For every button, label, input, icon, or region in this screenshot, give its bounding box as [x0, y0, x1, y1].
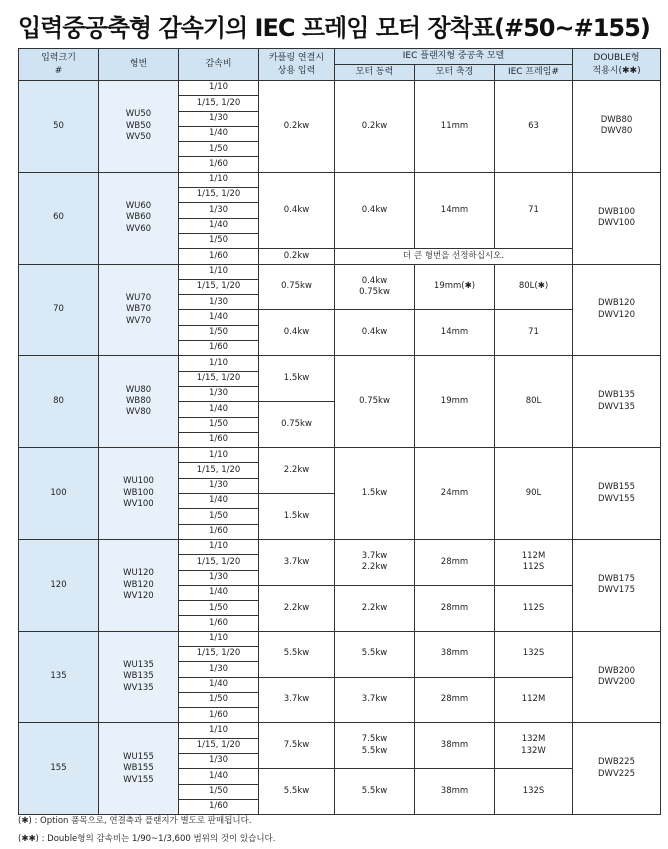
ratio-cell: 1/50 [179, 509, 259, 524]
footnote-1 [18, 814, 252, 826]
coupling-cell: 0.75kw [259, 264, 335, 310]
double-cell: DWB155 DWV155 [573, 448, 661, 540]
model-cell: WU60 WB60 WV60 [99, 172, 179, 264]
ratio-cell: 1/40 [179, 494, 259, 509]
ratio-cell: 1/40 [179, 769, 259, 784]
header-double: DOUBLE형 적용시(✱✱) [573, 49, 661, 81]
ratio-cell: 1/10 [179, 81, 259, 96]
model-cell: WU135 WB135 WV135 [99, 631, 179, 723]
ratio-cell: 1/30 [179, 662, 259, 677]
header-model: 형번 [99, 49, 179, 81]
motor-shaft-cell: 28mm [415, 677, 495, 723]
header-motor-shaft: 모터 축경 [415, 65, 495, 81]
size-cell: 50 [19, 81, 99, 173]
motor-power-cell: 0.4kw [335, 172, 415, 248]
ratio-cell: 1/50 [179, 784, 259, 799]
ratio-cell: 1/60 [179, 341, 259, 356]
table-row [19, 172, 661, 187]
size-cell: 60 [19, 172, 99, 264]
motor-shaft-cell: 38mm [415, 631, 495, 677]
ratio-cell: 1/30 [179, 111, 259, 126]
motor-shaft-cell: 28mm [415, 539, 495, 585]
table-row [19, 723, 661, 738]
iec-frame-cell: 132M 132W [495, 723, 573, 769]
header-coupling: 카플링 연결시 상용 입력 [259, 49, 335, 81]
ratio-cell: 1/10 [179, 539, 259, 554]
ratio-cell: 1/40 [179, 218, 259, 233]
ratio-cell: 1/15, 1/20 [179, 371, 259, 386]
ratio-cell: 1/15, 1/20 [179, 96, 259, 111]
note-cell: 더 큰 형번을 선정하십시오. [335, 249, 573, 264]
ratio-cell: 1/15, 1/20 [179, 646, 259, 661]
footnote-mark: (✱) [18, 816, 32, 826]
coupling-cell: 7.5kw [259, 723, 335, 769]
ratio-cell: 1/15, 1/20 [179, 188, 259, 203]
header-iec-group: IEC 플랜지형 중공축 모델 [335, 49, 573, 65]
coupling-cell: 0.4kw [259, 172, 335, 248]
ratio-cell: 1/60 [179, 249, 259, 264]
footnote-2 [18, 832, 275, 844]
ratio-cell: 1/15, 1/20 [179, 279, 259, 294]
model-cell: WU80 WB80 WV80 [99, 356, 179, 448]
coupling-cell: 1.5kw [259, 494, 335, 540]
motor-shaft-cell: 38mm [415, 769, 495, 815]
iec-frame-cell: 71 [495, 310, 573, 356]
motor-shaft-cell: 28mm [415, 585, 495, 631]
model-cell: WU120 WB120 WV120 [99, 539, 179, 631]
ratio-cell: 1/40 [179, 585, 259, 600]
ratio-cell: 1/30 [179, 570, 259, 585]
size-cell: 120 [19, 539, 99, 631]
double-cell: DWB135 DWV135 [573, 356, 661, 448]
motor-shaft-cell: 11mm [415, 81, 495, 173]
coupling-cell: 0.2kw [259, 81, 335, 173]
double-cell: DWB175 DWV175 [573, 539, 661, 631]
iec-frame-cell: 90L [495, 448, 573, 540]
motor-shaft-cell: 14mm [415, 172, 495, 248]
size-cell: 100 [19, 448, 99, 540]
ratio-cell: 1/40 [179, 126, 259, 141]
double-cell: DWB200 DWV200 [573, 631, 661, 723]
ratio-cell: 1/30 [179, 754, 259, 769]
coupling-cell: 5.5kw [259, 631, 335, 677]
ratio-cell: 1/30 [179, 478, 259, 493]
motor-power-cell: 2.2kw [335, 585, 415, 631]
double-cell: DWB100 DWV100 [573, 172, 661, 264]
size-cell: 80 [19, 356, 99, 448]
ratio-cell: 1/60 [179, 157, 259, 172]
motor-power-cell: 0.4kw 0.75kw [335, 264, 415, 310]
double-cell: DWB225 DWV225 [573, 723, 661, 815]
motor-power-cell: 0.75kw [335, 356, 415, 448]
coupling-cell: 2.2kw [259, 585, 335, 631]
ratio-cell: 1/30 [179, 295, 259, 310]
ratio-cell: 1/15, 1/20 [179, 738, 259, 753]
header-ratio: 감속비 [179, 49, 259, 81]
ratio-cell: 1/10 [179, 448, 259, 463]
model-cell: WU155 WB155 WV155 [99, 723, 179, 815]
ratio-cell: 1/50 [179, 417, 259, 432]
iec-frame-cell: 132S [495, 769, 573, 815]
ratio-cell: 1/15, 1/20 [179, 555, 259, 570]
ratio-cell: 1/10 [179, 264, 259, 279]
motor-power-cell: 1.5kw [335, 448, 415, 540]
ratio-cell: 1/40 [179, 310, 259, 325]
ratio-cell: 1/30 [179, 386, 259, 401]
double-cell: DWB120 DWV120 [573, 264, 661, 356]
motor-power-cell: 0.4kw [335, 310, 415, 356]
motor-shaft-cell: 14mm [415, 310, 495, 356]
table-row [19, 448, 661, 463]
ratio-cell: 1/60 [179, 432, 259, 447]
ratio-cell: 1/60 [179, 799, 259, 814]
ratio-cell: 1/60 [179, 616, 259, 631]
ratio-cell: 1/60 [179, 708, 259, 723]
ratio-cell: 1/15, 1/20 [179, 463, 259, 478]
ratio-cell: 1/50 [179, 692, 259, 707]
coupling-cell: 3.7kw [259, 677, 335, 723]
motor-power-cell: 5.5kw [335, 769, 415, 815]
table-row [19, 356, 661, 371]
motor-shaft-cell: 38mm [415, 723, 495, 769]
coupling-cell: 0.4kw [259, 310, 335, 356]
iec-frame-cell: 71 [495, 172, 573, 248]
coupling-cell: 0.75kw [259, 402, 335, 448]
coupling-cell: 3.7kw [259, 539, 335, 585]
ratio-cell: 1/10 [179, 172, 259, 187]
page-title: 입력중공축형 감속기의 IEC 프레임 모터 장착표(#50~#155) [18, 14, 650, 42]
coupling-cell: 1.5kw [259, 356, 335, 402]
ratio-cell: 1/50 [179, 233, 259, 248]
size-cell: 70 [19, 264, 99, 356]
iec-frame-cell: 80L [495, 356, 573, 448]
table-row [19, 81, 661, 96]
iec-frame-cell: 112S [495, 585, 573, 631]
header-size: 입력크기 # [19, 49, 99, 81]
iec-frame-cell: 132S [495, 631, 573, 677]
iec-frame-cell: 112M [495, 677, 573, 723]
iec-frame-cell: 63 [495, 81, 573, 173]
ratio-cell: 1/50 [179, 325, 259, 340]
coupling-cell: 5.5kw [259, 769, 335, 815]
size-cell: 155 [19, 723, 99, 815]
ratio-cell: 1/30 [179, 203, 259, 218]
table-row [19, 539, 661, 554]
table-row [19, 264, 661, 279]
motor-power-cell: 5.5kw [335, 631, 415, 677]
coupling-cell: 2.2kw [259, 448, 335, 494]
iec-frame-cell: 112M 112S [495, 539, 573, 585]
coupling-cell: 0.2kw [259, 249, 335, 264]
footnote-text: : Double형의 감속비는 1/90~1/3,600 범위의 것이 있습니다. [41, 834, 276, 844]
footnote-text: : Option 품목으로, 연결축과 플랜지가 별도로 판매됩니다. [34, 816, 252, 826]
double-cell: DWB80 DWV80 [573, 81, 661, 173]
iec-frame-cell: 80L(✱) [495, 264, 573, 310]
ratio-cell: 1/50 [179, 601, 259, 616]
motor-power-cell: 0.2kw [335, 81, 415, 173]
motor-power-cell: 7.5kw 5.5kw [335, 723, 415, 769]
size-cell: 135 [19, 631, 99, 723]
motor-shaft-cell: 19mm(✱) [415, 264, 495, 310]
ratio-cell: 1/40 [179, 402, 259, 417]
ratio-cell: 1/10 [179, 723, 259, 738]
ratio-cell: 1/60 [179, 524, 259, 539]
ratio-cell: 1/50 [179, 142, 259, 157]
motor-shaft-cell: 24mm [415, 448, 495, 540]
motor-shaft-cell: 19mm [415, 356, 495, 448]
model-cell: WU70 WB70 WV70 [99, 264, 179, 356]
ratio-cell: 1/40 [179, 677, 259, 692]
model-cell: WU100 WB100 WV100 [99, 448, 179, 540]
header-motor-power: 모터 동력 [335, 65, 415, 81]
motor-power-cell: 3.7kw 2.2kw [335, 539, 415, 585]
ratio-cell: 1/10 [179, 356, 259, 371]
table-row [19, 631, 661, 646]
footnote-mark: (✱✱) [18, 834, 39, 844]
header-iec-frame: IEC 프레임# [495, 65, 573, 81]
motor-mounting-table [18, 48, 661, 815]
ratio-cell: 1/10 [179, 631, 259, 646]
model-cell: WU50 WB50 WV50 [99, 81, 179, 173]
motor-power-cell: 3.7kw [335, 677, 415, 723]
